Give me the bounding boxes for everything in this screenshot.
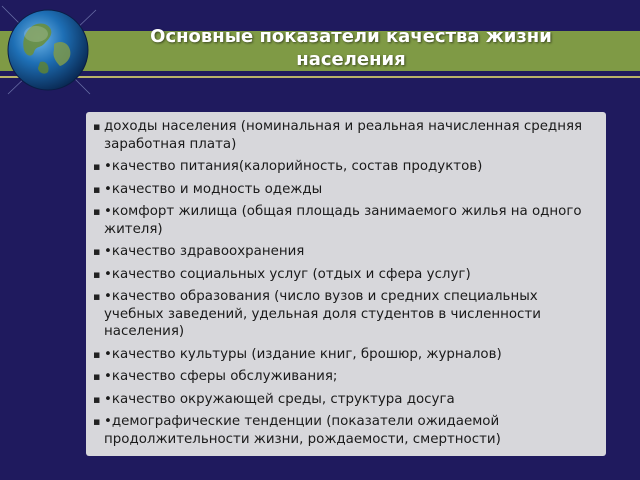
bullet-icon: ▪ — [93, 347, 101, 361]
bullet-icon: ▪ — [93, 160, 101, 173]
bullet-icon: ▪ — [93, 290, 101, 303]
bullet-icon: ▪ — [93, 392, 101, 406]
list-item-text: •качество культуры (издание книг, брошюр, журналов) — [104, 346, 502, 362]
list-item — [92, 391, 596, 409]
list-item — [92, 181, 596, 199]
bullet-icon: ▪ — [93, 415, 101, 428]
list-item-text: •качество образования (число вузов и средних специальных учебных заведений, удельная доля студентов в численности населения) — [104, 289, 541, 339]
bullet-icon: ▪ — [93, 205, 101, 218]
list-item-text: •качество социальных услуг (отдых и сфера услуг) — [104, 266, 471, 282]
list-item-text: •качество здравоохранения — [104, 244, 305, 259]
bullet-icon: ▪ — [93, 120, 101, 133]
list-item-text: •комфорт жилища (общая площадь занимаемого жилья на одного жителя) — [104, 204, 582, 237]
list-item — [92, 288, 596, 341]
list-item — [92, 266, 596, 284]
bullet-list — [92, 118, 596, 448]
list-item — [92, 203, 596, 238]
list-item — [92, 346, 596, 364]
globe-icon — [0, 0, 100, 100]
list-item-text: •качество сферы обслуживания; — [104, 369, 338, 384]
list-item — [92, 158, 596, 176]
list-item-text: •демографические тенденции (показатели ожидаемой продолжительности жизни, рождаемости, смертности) — [104, 414, 501, 447]
bullet-icon: ▪ — [93, 245, 101, 258]
bullet-icon: ▪ — [93, 182, 101, 196]
list-item-text: •качество и модность одежды — [104, 181, 323, 197]
bullet-icon: ▪ — [93, 267, 101, 281]
list-item-text: доходы населения (номинальная и реальная начисленная средняя заработная плата) — [104, 119, 583, 152]
content-box — [86, 112, 606, 456]
bullet-icon: ▪ — [93, 370, 101, 383]
list-item — [92, 368, 596, 386]
list-item — [92, 413, 596, 448]
list-item-text: •качество питания(калорийность, состав продуктов) — [104, 159, 483, 174]
list-item-text: •качество окружающей среды, структура досуга — [104, 391, 455, 407]
list-item — [92, 243, 596, 261]
slide-title: Основные показатели качества жизни населения — [150, 26, 552, 70]
list-item — [92, 118, 596, 153]
